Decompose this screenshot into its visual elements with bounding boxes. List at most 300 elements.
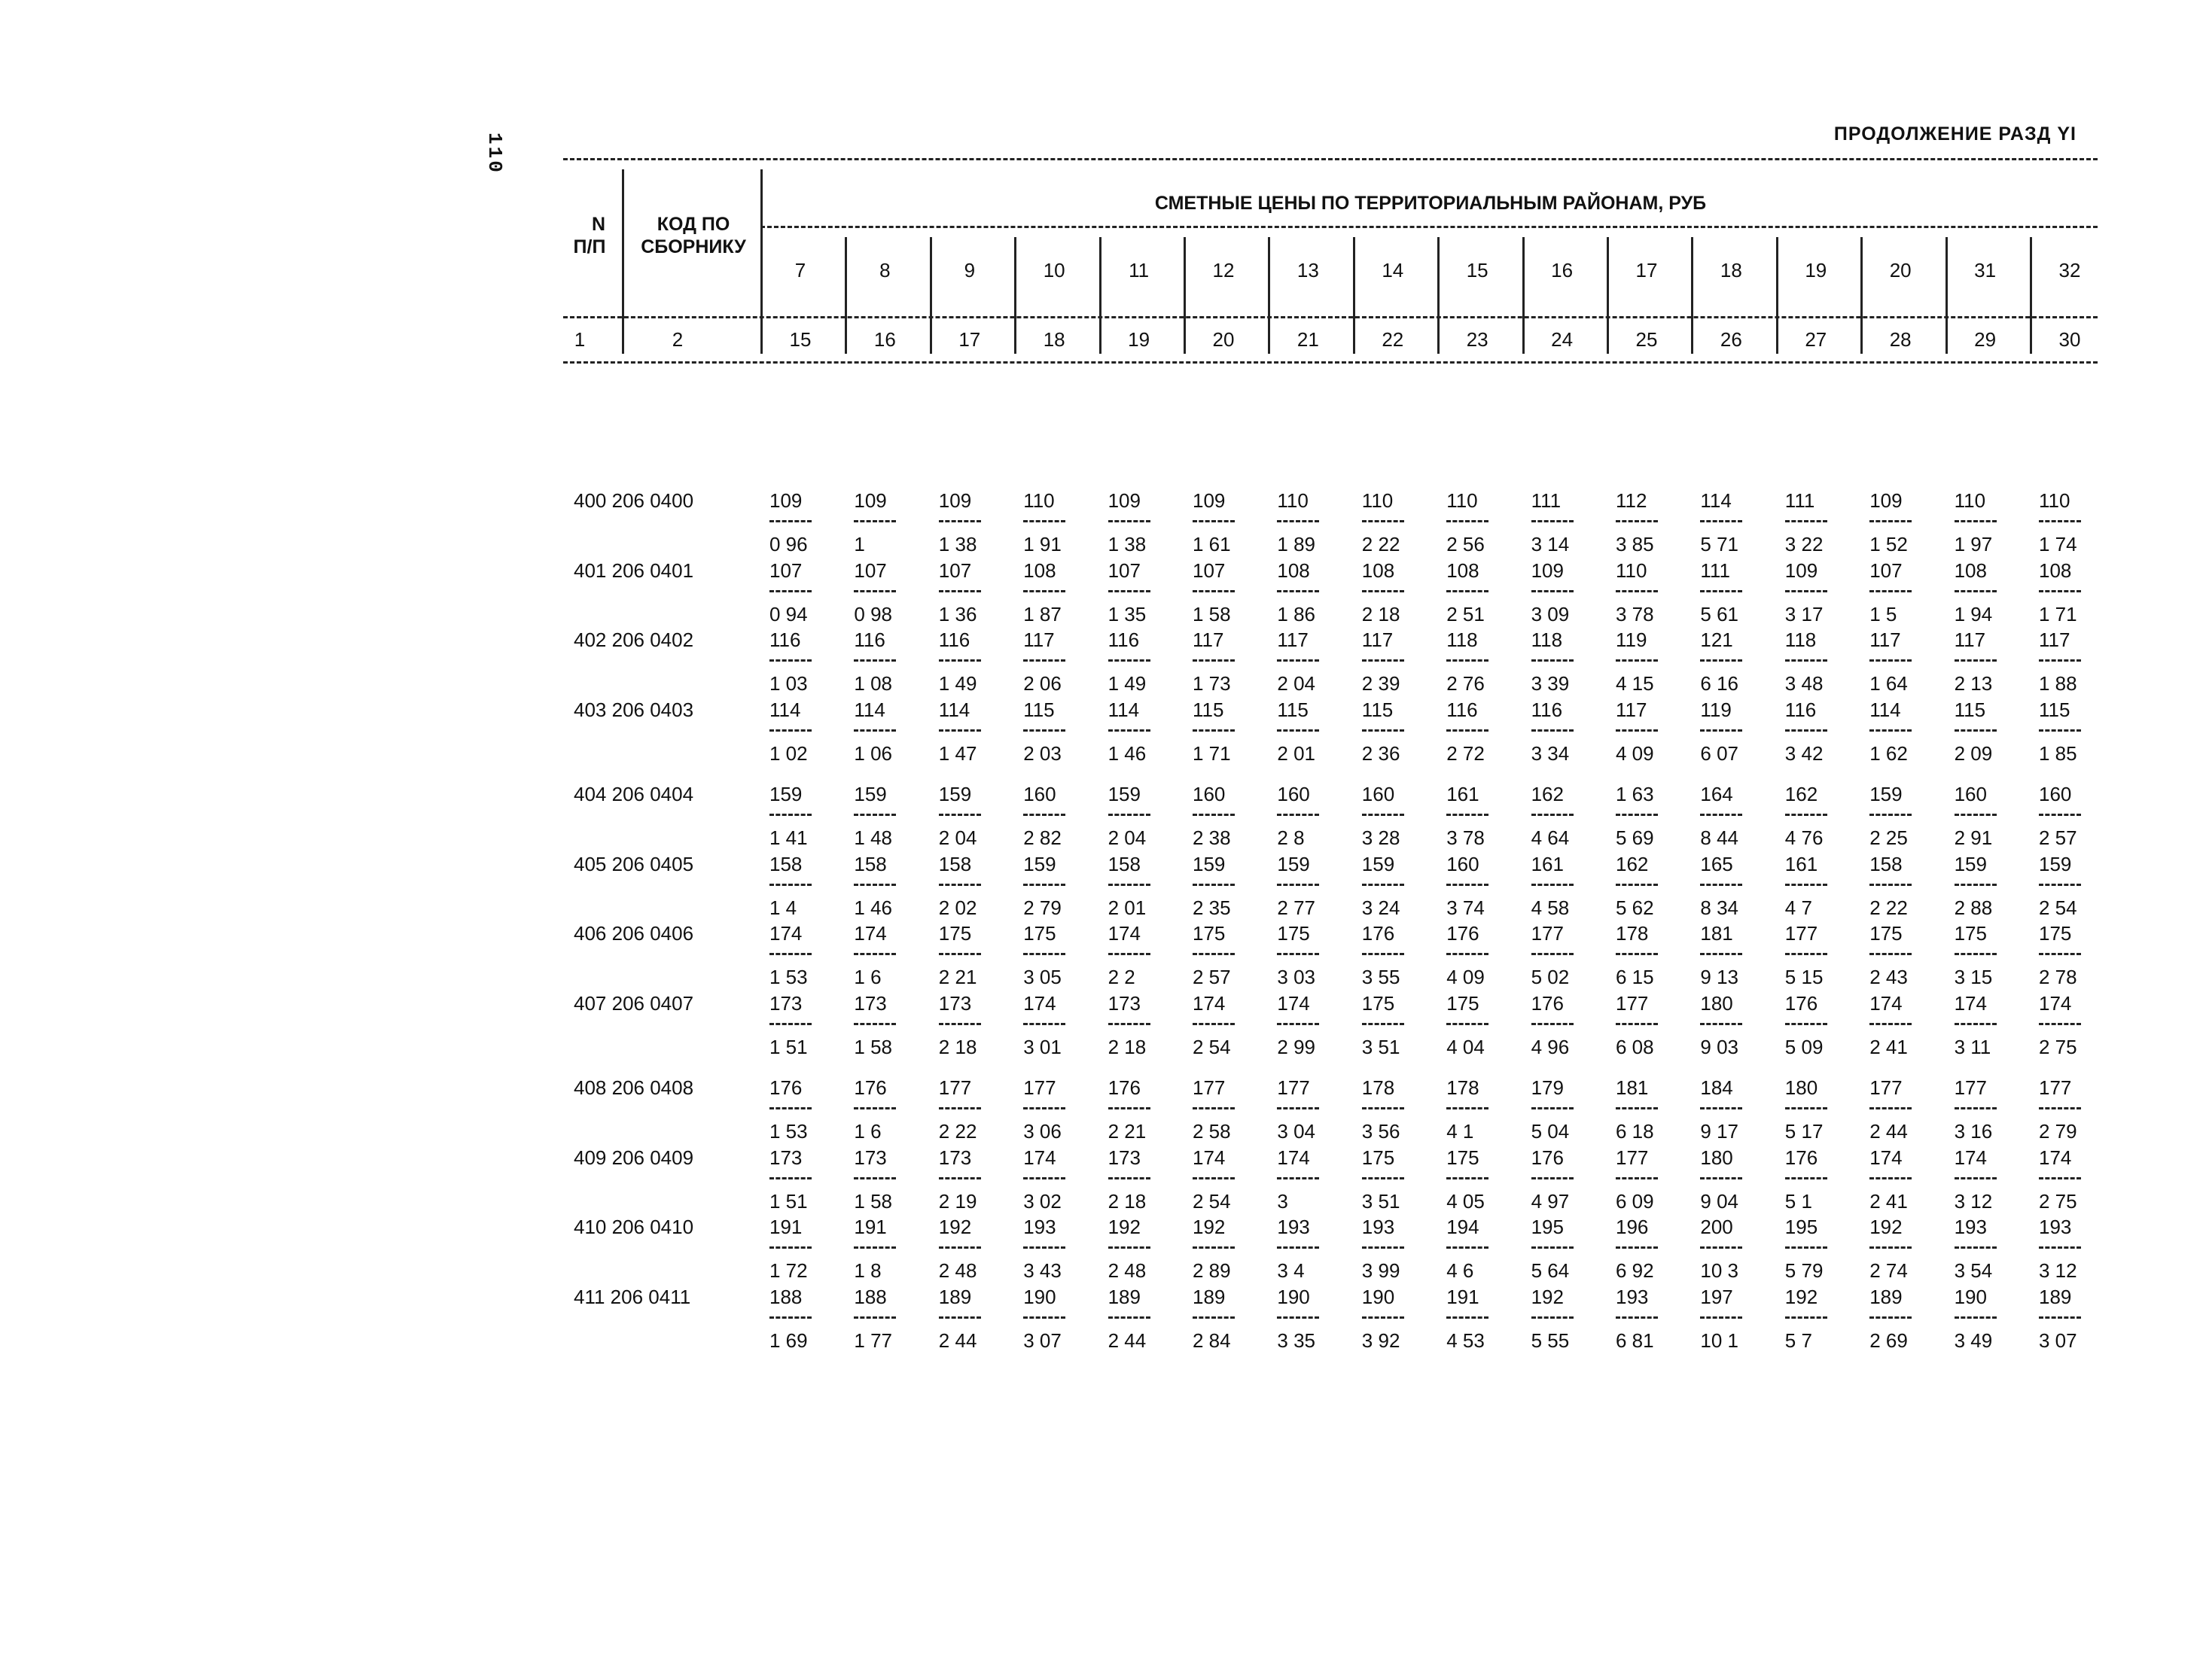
- fraction-bar: [1616, 1023, 1658, 1025]
- cell-top: 116: [938, 628, 970, 651]
- cell-bottom: 2 88: [1954, 896, 1993, 919]
- cell-bottom: 4 96: [1531, 1035, 1570, 1058]
- cell-bottom: 3 78: [1446, 826, 1485, 849]
- fraction-bar: [1616, 729, 1658, 732]
- cell-top: 176: [854, 1076, 887, 1099]
- fraction-bar: [1700, 729, 1742, 732]
- cell-bottom: 3 22: [1784, 533, 1824, 555]
- column-number: 2: [672, 328, 684, 351]
- cell-bottom: 4 64: [1531, 826, 1570, 849]
- cell-bottom: 1 71: [2039, 602, 2077, 625]
- cell-bottom: 4 04: [1446, 1035, 1485, 1058]
- fraction-bar: [1108, 590, 1150, 592]
- fraction-bar: [1362, 520, 1404, 522]
- fraction-bar: [1531, 590, 1574, 592]
- cell-bottom: 1 51: [769, 1189, 808, 1213]
- cell-bottom: 0 96: [769, 533, 808, 555]
- cell-bottom: 1 49: [938, 672, 977, 695]
- fraction-bar: [1616, 590, 1658, 592]
- cell-bottom: 2 03: [1023, 741, 1062, 765]
- cell-bottom: 1 51: [769, 1035, 808, 1058]
- cell-top: 184: [1700, 1076, 1733, 1099]
- cell-bottom: 2 25: [1869, 826, 1908, 849]
- header-mid-rule: [563, 316, 2098, 318]
- cell-top: 160: [1446, 852, 1479, 875]
- fraction-bar: [854, 1316, 896, 1319]
- cell-top: 161: [1784, 852, 1818, 875]
- cell-bottom: 10 3: [1700, 1259, 1738, 1282]
- cell-top: 159: [2039, 852, 2072, 875]
- fraction-bar: [854, 884, 896, 886]
- district-label: 32: [2058, 259, 2081, 282]
- cell-bottom: 1 52: [1869, 533, 1908, 555]
- fraction-bar: [1023, 659, 1065, 662]
- cell-top: 179: [1531, 1076, 1564, 1099]
- cell-top: 108: [1954, 558, 1987, 582]
- fraction-bar: [1277, 884, 1319, 886]
- cell-top: 110: [1277, 489, 1309, 512]
- cell-bottom: 2 38: [1193, 826, 1231, 849]
- district-divider: [1353, 237, 1355, 354]
- cell-top: 174: [1277, 991, 1310, 1015]
- fraction-bar: [1531, 884, 1574, 886]
- cell-bottom: 3 49: [1954, 1328, 1993, 1352]
- fraction-bar: [1616, 520, 1658, 522]
- num-label-2: П/П: [573, 236, 606, 257]
- cell-top: 112: [1616, 489, 1647, 512]
- cell-top: 193: [1023, 1216, 1056, 1238]
- cell-top: 174: [2039, 991, 2072, 1015]
- cell-bottom: 4 6: [1446, 1259, 1474, 1282]
- fraction-bar: [1446, 659, 1488, 662]
- fraction-bar: [1023, 1246, 1065, 1249]
- cell-top: 159: [854, 783, 887, 805]
- district-label: 7: [794, 259, 806, 282]
- fraction-bar: [939, 1023, 981, 1025]
- cell-top: 192: [1869, 1216, 1903, 1238]
- cell-bottom: 3 09: [1531, 602, 1570, 625]
- cell-bottom: 1 97: [1954, 533, 1993, 555]
- fraction-bar: [1193, 1177, 1235, 1179]
- district-divider: [1691, 237, 1693, 354]
- district-divider: [1268, 237, 1270, 354]
- cell-bottom: 2 21: [1108, 1120, 1147, 1143]
- fraction-bar: [1785, 1177, 1827, 1179]
- fraction-bar: [769, 1316, 812, 1319]
- cell-top: 177: [1616, 1146, 1649, 1169]
- fraction-bar: [2039, 590, 2081, 592]
- cell-bottom: 4 76: [1784, 826, 1824, 849]
- header-bottom-rule: [563, 361, 2098, 364]
- cell-bottom: 1 53: [769, 966, 808, 988]
- cell-top: 176: [1531, 1146, 1564, 1169]
- fraction-bar: [1785, 1316, 1827, 1319]
- fraction-bar: [1700, 1316, 1742, 1319]
- cell-top: 189: [1193, 1285, 1226, 1308]
- district-label: 15: [1466, 259, 1488, 282]
- fraction-bar: [2039, 1177, 2081, 1179]
- cell-bottom: 1: [854, 533, 865, 555]
- fraction-bar: [854, 729, 896, 732]
- fraction-bar: [1108, 1316, 1150, 1319]
- cell-bottom: 1 58: [1193, 602, 1231, 625]
- cell-top: 175: [938, 922, 972, 945]
- cell-bottom: 3 17: [1784, 602, 1824, 625]
- cell-top: 108: [1446, 558, 1479, 582]
- cell-top: 115: [1954, 698, 1986, 721]
- fraction-bar: [1277, 814, 1319, 816]
- district-divider: [1437, 237, 1440, 354]
- cell-top: 159: [1023, 852, 1056, 875]
- cell-top: 193: [1361, 1216, 1395, 1238]
- cell-top: 117: [1954, 628, 1986, 651]
- fraction-bar: [1023, 590, 1065, 592]
- fraction-bar: [1785, 729, 1827, 732]
- cell-top: 177: [1954, 1076, 1987, 1099]
- cell-bottom: 2 72: [1446, 741, 1485, 765]
- cell-top: 174: [1193, 991, 1226, 1015]
- table-row-label: 410 206 0410: [574, 1216, 694, 1238]
- fraction-bar: [1955, 520, 1997, 522]
- cell-bottom: 3 15: [1954, 966, 1993, 988]
- fraction-bar: [769, 953, 812, 955]
- cell-bottom: 8 44: [1700, 826, 1738, 849]
- fraction-bar: [1193, 814, 1235, 816]
- cell-bottom: 5 69: [1616, 826, 1654, 849]
- cell-top: 176: [1784, 1146, 1818, 1169]
- fraction-bar: [1023, 814, 1065, 816]
- table-row-label: 411 206 0411: [574, 1285, 691, 1308]
- fraction-bar: [1023, 953, 1065, 955]
- cell-bottom: 6 09: [1616, 1189, 1654, 1213]
- fraction-bar: [769, 884, 812, 886]
- cell-top: 117: [2039, 628, 2070, 651]
- cell-top: 109: [1784, 558, 1818, 582]
- cell-top: 111: [1531, 489, 1562, 512]
- cell-top: 173: [938, 991, 972, 1015]
- cell-bottom: 1 36: [938, 602, 977, 625]
- column-number: 16: [873, 328, 896, 351]
- cell-top: 116: [854, 628, 885, 651]
- cell-bottom: 2 18: [1108, 1035, 1147, 1058]
- cell-bottom: 5 55: [1531, 1328, 1570, 1352]
- cell-top: 162: [1616, 852, 1649, 875]
- cell-bottom: 2 13: [1954, 672, 1993, 695]
- cell-top: 191: [1446, 1285, 1479, 1308]
- cell-top: 116: [1446, 698, 1478, 721]
- district-divider: [1522, 237, 1525, 354]
- column-number: 24: [1551, 328, 1574, 351]
- cell-top: 181: [1700, 922, 1733, 945]
- cell-top: 117: [1277, 628, 1309, 651]
- fraction-bar: [1700, 1023, 1742, 1025]
- district-divider: [760, 237, 763, 354]
- cell-top: 159: [1869, 783, 1903, 805]
- fraction-bar: [939, 729, 981, 732]
- cell-bottom: 2 04: [1108, 826, 1147, 849]
- cell-top: 110: [1361, 489, 1394, 512]
- cell-bottom: 2 57: [2039, 826, 2077, 849]
- cell-top: 174: [1023, 1146, 1056, 1169]
- continuation-title: ПРОДОЛЖЕНИЕ РАЗД YI: [1833, 123, 2077, 145]
- cell-bottom: 2 54: [2039, 896, 2077, 919]
- fraction-bar: [1700, 884, 1742, 886]
- fraction-bar: [939, 1107, 981, 1109]
- cell-top: 109: [1531, 558, 1564, 582]
- cell-bottom: 3 07: [1023, 1328, 1062, 1352]
- fraction-bar: [1785, 1246, 1827, 1249]
- cell-bottom: 2 58: [1193, 1120, 1231, 1143]
- cell-bottom: 2 75: [2039, 1035, 2077, 1058]
- cell-bottom: 3 48: [1784, 672, 1824, 695]
- cell-bottom: 4 7: [1784, 896, 1812, 919]
- cell-top: 174: [1277, 1146, 1310, 1169]
- fraction-bar: [854, 520, 896, 522]
- cell-top: 174: [854, 922, 887, 945]
- fraction-bar: [1955, 1177, 1997, 1179]
- fraction-bar: [1446, 814, 1488, 816]
- cell-top: 175: [2039, 922, 2072, 945]
- district-group-rule: [760, 226, 2098, 228]
- fraction-bar: [1869, 1177, 1912, 1179]
- cell-top: 194: [1446, 1216, 1479, 1238]
- cell-bottom: 4 15: [1616, 672, 1654, 695]
- cell-bottom: 2 01: [1277, 741, 1315, 765]
- cell-top: 177: [1869, 1076, 1903, 1099]
- cell-bottom: 1 62: [1869, 741, 1908, 765]
- table-row-label: 409 206 0409: [574, 1146, 694, 1169]
- cell-bottom: 1 48: [854, 826, 892, 849]
- column-number: 15: [789, 328, 812, 351]
- cell-bottom: 2 43: [1869, 966, 1908, 988]
- cell-top: 109: [854, 489, 887, 512]
- district-label: 18: [1720, 259, 1742, 282]
- cell-bottom: 2 39: [1361, 672, 1400, 695]
- cell-top: 176: [1361, 922, 1395, 945]
- cell-bottom: 2 69: [1869, 1328, 1908, 1352]
- district-label: 12: [1212, 259, 1235, 282]
- cell-bottom: 2 75: [2039, 1189, 2077, 1213]
- fraction-bar: [939, 884, 981, 886]
- cell-top: 108: [1361, 558, 1395, 582]
- cell-bottom: 4 09: [1446, 966, 1485, 988]
- cell-top: 192: [938, 1216, 972, 1238]
- district-divider: [1607, 237, 1609, 354]
- cell-top: 114: [938, 698, 970, 721]
- cell-top: 177: [1616, 991, 1649, 1015]
- cell-bottom: 2 76: [1446, 672, 1485, 695]
- cell-top: 197: [1700, 1285, 1733, 1308]
- fraction-bar: [939, 1246, 981, 1249]
- cell-top: 110: [1023, 489, 1055, 512]
- cell-bottom: 1 03: [769, 672, 808, 695]
- fraction-bar: [939, 590, 981, 592]
- cell-bottom: 3 14: [1531, 533, 1570, 555]
- cell-bottom: 3 06: [1023, 1120, 1062, 1143]
- cell-top: 159: [1193, 852, 1226, 875]
- fraction-bar: [1108, 953, 1150, 955]
- cell-top: 173: [769, 1146, 803, 1169]
- cell-top: 159: [769, 783, 803, 805]
- cell-bottom: 0 94: [769, 602, 808, 625]
- cell-top: 173: [1108, 991, 1141, 1015]
- fraction-bar: [1362, 953, 1404, 955]
- fraction-bar: [1193, 953, 1235, 955]
- cell-bottom: 3 12: [1954, 1189, 1993, 1213]
- cell-top: 158: [1869, 852, 1903, 875]
- fraction-bar: [2039, 953, 2081, 955]
- column-number: 18: [1043, 328, 1065, 351]
- cell-bottom: 2 91: [1954, 826, 1993, 849]
- fraction-bar: [939, 659, 981, 662]
- fraction-bar: [1869, 814, 1912, 816]
- fraction-bar: [1108, 1177, 1150, 1179]
- table-row-label: 401 206 0401: [574, 558, 694, 582]
- fraction-bar: [1531, 520, 1574, 522]
- cell-top: 177: [1023, 1076, 1056, 1099]
- cell-top: 181: [1616, 1076, 1649, 1099]
- fraction-bar: [1277, 729, 1319, 732]
- cell-bottom: 1 47: [938, 741, 977, 765]
- cell-top: 158: [854, 852, 887, 875]
- cell-top: 173: [854, 1146, 887, 1169]
- cell-top: 180: [1784, 1076, 1818, 1099]
- cell-top: 158: [769, 852, 803, 875]
- cell-bottom: 3 51: [1361, 1189, 1400, 1213]
- cell-top: 190: [1954, 1285, 1987, 1308]
- district-divider: [1099, 237, 1101, 354]
- cell-bottom: 5 15: [1784, 966, 1824, 988]
- column-number: 28: [1889, 328, 1912, 351]
- cell-bottom: 4 05: [1446, 1189, 1485, 1213]
- cell-top: 176: [1531, 991, 1564, 1015]
- table-row-label: 402 206 0402: [574, 628, 694, 651]
- fraction-bar: [1108, 1023, 1150, 1025]
- table-row-label: 400 206 0400: [574, 489, 694, 512]
- cell-top: 174: [1869, 991, 1903, 1015]
- fraction-bar: [2039, 520, 2081, 522]
- cell-bottom: 1 5: [1869, 602, 1897, 625]
- cell-bottom: 2 78: [2039, 966, 2077, 988]
- cell-top: 191: [769, 1216, 803, 1238]
- cell-top: 111: [1784, 489, 1815, 512]
- fraction-bar: [1362, 814, 1404, 816]
- cell-bottom: 6 08: [1616, 1035, 1654, 1058]
- column-number: 25: [1635, 328, 1658, 351]
- cell-top: 109: [1108, 489, 1141, 512]
- cell-top: 117: [1023, 628, 1055, 651]
- cell-bottom: 2 19: [938, 1189, 977, 1213]
- fraction-bar: [1869, 1246, 1912, 1249]
- cell-bottom: 2 54: [1193, 1035, 1231, 1058]
- fraction-bar: [1023, 884, 1065, 886]
- cell-top: 164: [1700, 783, 1733, 805]
- fraction-bar: [1277, 953, 1319, 955]
- cell-bottom: 1 35: [1108, 602, 1147, 625]
- cell-top: 173: [938, 1146, 972, 1169]
- cell-bottom: 1 86: [1277, 602, 1315, 625]
- fraction-bar: [1785, 520, 1827, 522]
- cell-top: 121: [1700, 628, 1733, 651]
- fraction-bar: [1700, 1246, 1742, 1249]
- cell-bottom: 3 34: [1531, 741, 1570, 765]
- cell-bottom: 1 02: [769, 741, 808, 765]
- fraction-bar: [1277, 520, 1319, 522]
- fraction-bar: [854, 814, 896, 816]
- cell-top: 180: [1700, 991, 1733, 1015]
- fraction-bar: [1869, 520, 1912, 522]
- fraction-bar: [1869, 729, 1912, 732]
- district-label: 10: [1043, 259, 1065, 282]
- cell-bottom: 1 58: [854, 1035, 892, 1058]
- fraction-bar: [1869, 953, 1912, 955]
- cell-bottom: 5 04: [1531, 1120, 1570, 1143]
- cell-top: 116: [1784, 698, 1817, 721]
- cell-bottom: 3 78: [1616, 602, 1654, 625]
- cell-bottom: 2 22: [1361, 533, 1400, 555]
- cell-top: 118: [1784, 628, 1817, 651]
- fraction-bar: [1446, 590, 1488, 592]
- cell-bottom: 1 72: [769, 1259, 808, 1282]
- cell-top: 118: [1531, 628, 1563, 651]
- fraction-bar: [1616, 1316, 1658, 1319]
- cell-bottom: 4 58: [1531, 896, 1570, 919]
- cell-bottom: 3 51: [1361, 1035, 1400, 1058]
- fraction-bar: [1531, 1177, 1574, 1179]
- cell-bottom: 1 89: [1277, 533, 1315, 555]
- cell-top: 161: [1446, 783, 1479, 805]
- cell-bottom: 6 18: [1616, 1120, 1654, 1143]
- fraction-bar: [1955, 814, 1997, 816]
- fraction-bar: [1108, 520, 1150, 522]
- district-label: 16: [1551, 259, 1574, 282]
- cell-bottom: 2 44: [938, 1328, 977, 1352]
- cell-top: 177: [1193, 1076, 1226, 1099]
- cell-bottom: 4 53: [1446, 1328, 1485, 1352]
- cell-top: 173: [769, 991, 803, 1015]
- cell-bottom: 2 04: [938, 826, 977, 849]
- fraction-bar: [1616, 953, 1658, 955]
- cell-bottom: 1 74: [2039, 533, 2077, 555]
- cell-top: 176: [1784, 991, 1818, 1015]
- cell-top: 177: [938, 1076, 972, 1099]
- cell-top: 174: [1023, 991, 1056, 1015]
- column-number: 23: [1466, 328, 1488, 351]
- fraction-bar: [2039, 1246, 2081, 1249]
- cell-top: 108: [1277, 558, 1310, 582]
- cell-top: 162: [1531, 783, 1564, 805]
- fraction-bar: [1531, 953, 1574, 955]
- fraction-bar: [1023, 1177, 1065, 1179]
- cell-bottom: 5 64: [1531, 1259, 1570, 1282]
- fraction-bar: [1616, 659, 1658, 662]
- fraction-bar: [1277, 1023, 1319, 1025]
- district-divider: [2030, 237, 2032, 354]
- fraction-bar: [1955, 1107, 1997, 1109]
- cell-top: 190: [1023, 1285, 1056, 1308]
- cell-top: 1 63: [1616, 783, 1654, 805]
- cell-top: 177: [1531, 922, 1564, 945]
- cell-bottom: 2 06: [1023, 672, 1062, 695]
- cell-bottom: 3 92: [1361, 1328, 1400, 1352]
- code-label-2: СБОРНИКУ: [641, 236, 746, 257]
- cell-bottom: 2 22: [1869, 896, 1908, 919]
- cell-top: 195: [1784, 1216, 1818, 1238]
- cell-top: 174: [2039, 1146, 2072, 1169]
- cell-top: 193: [1616, 1285, 1649, 1308]
- column-number: 26: [1720, 328, 1742, 351]
- cell-bottom: 3 74: [1446, 896, 1485, 919]
